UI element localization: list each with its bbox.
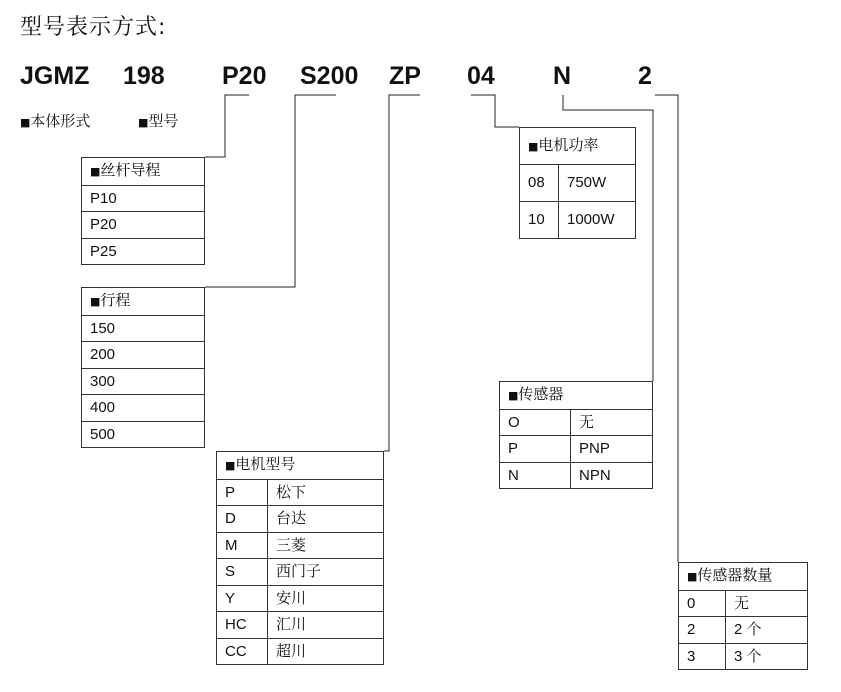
motor-brand-table	[216, 451, 384, 665]
table-row: P10	[82, 185, 205, 212]
table-header: ■传感器	[500, 382, 653, 410]
table-row: 500	[82, 421, 205, 448]
table-row: 300	[82, 368, 205, 395]
leader-sensor-count	[655, 95, 678, 562]
body-form-label: ■本体形式	[20, 112, 91, 130]
table-row: D 台达	[217, 506, 384, 533]
table-header: ■电机型号	[217, 452, 384, 480]
table-row: 08 750W	[520, 165, 636, 202]
page-title: 型号表示方式:	[20, 15, 167, 40]
model-label: ■型号	[138, 112, 179, 130]
table-row: P 松下	[217, 479, 384, 506]
table-row: S 西门子	[217, 559, 384, 586]
bullet-icon: ■	[20, 116, 31, 129]
table-header: ■电机功率	[520, 128, 636, 165]
code-size: 198	[123, 62, 165, 90]
table-row: N NPN	[500, 462, 653, 489]
table-row: HC 汇川	[217, 612, 384, 639]
code-screw-lead: P20	[222, 62, 267, 90]
table-row: 150	[82, 315, 205, 342]
table-row: 3 3 个	[679, 643, 808, 670]
code-sensor-count: 2	[638, 62, 652, 90]
table-row: 0 无	[679, 590, 808, 617]
table-row: P20	[82, 212, 205, 239]
code-motor-brand: ZP	[389, 62, 421, 90]
sensor-table	[499, 381, 653, 489]
table-row: O 无	[500, 409, 653, 436]
table-header: ■丝杆导程	[82, 158, 205, 186]
motor-power-table	[519, 127, 636, 239]
table-row: 400	[82, 395, 205, 422]
table-header: ■传感器数量	[679, 563, 808, 591]
code-sensor: N	[553, 62, 572, 90]
stroke-table	[81, 287, 205, 448]
table-row: CC 超川	[217, 638, 384, 665]
table-row: 10 1000W	[520, 202, 636, 239]
table-row: 2 2 个	[679, 617, 808, 644]
code-motor-power: 04	[467, 62, 495, 90]
bullet-icon: ■	[138, 116, 149, 129]
leader-motor-brand	[384, 95, 420, 451]
table-row: Y 安川	[217, 585, 384, 612]
code-stroke: S200	[300, 62, 359, 90]
screw-lead-table	[81, 157, 205, 265]
leader-screw-lead	[205, 95, 249, 157]
table-row: 200	[82, 342, 205, 369]
table-row: P25	[82, 238, 205, 265]
table-row: P PNP	[500, 436, 653, 463]
leader-motor-power	[471, 95, 519, 127]
code-series: JGMZ	[20, 62, 90, 90]
table-header: ■行程	[82, 288, 205, 316]
sensor-count-table	[678, 562, 808, 670]
table-row: M 三菱	[217, 532, 384, 559]
